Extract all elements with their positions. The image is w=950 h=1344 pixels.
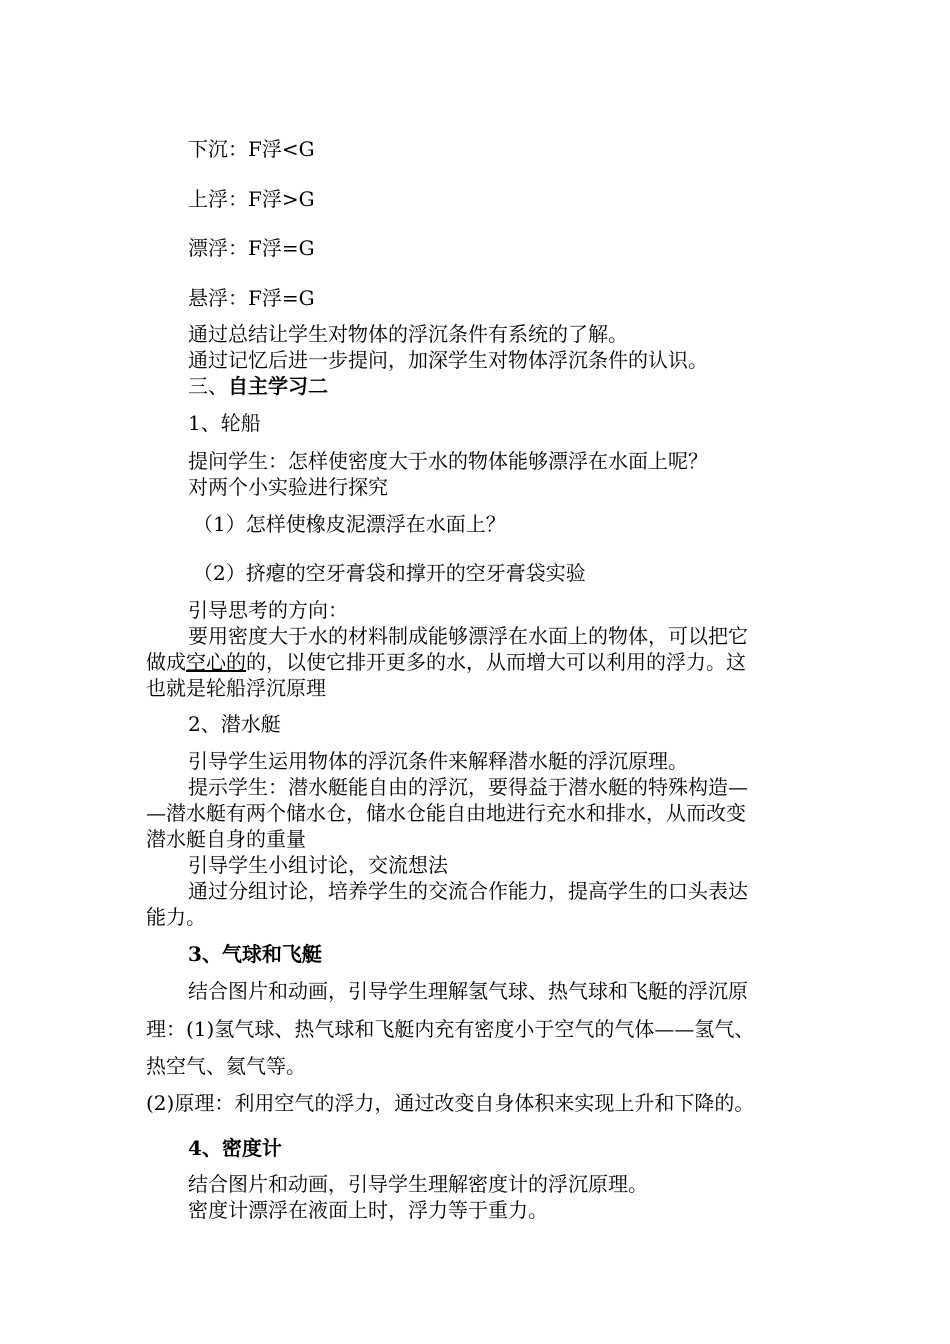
paragraph-line: 对两个小实验进行探究	[188, 475, 388, 499]
section-heading-3	[188, 374, 328, 398]
subheading-hydrometer: 4、密度计	[188, 1136, 282, 1160]
subheading-balloon: 3、气球和飞艇	[188, 942, 322, 966]
paragraph-line: —潜水艇有两个储水仓，储水仓能自由地进行充水和排水，从而改变	[146, 801, 746, 825]
paragraph-line: 引导学生运用物体的浮沉条件来解释潜水艇的浮沉原理。	[188, 749, 688, 773]
paragraph-line: 要用密度大于水的材料制成能够漂浮在水面上的物体，可以把它	[188, 624, 748, 648]
section-number: 三、	[188, 374, 228, 398]
rise-condition: 上浮：F浮>G	[188, 187, 315, 211]
underlined-term: 空心的	[186, 650, 246, 674]
paragraph-line: (2)原理：利用空气的浮力，通过改变自身体积来实现上升和下降的。	[146, 1091, 755, 1115]
paragraph-line: 提示学生：潜水艇能自由的浮沉，要得益于潜水艇的特殊构造—	[188, 775, 748, 799]
subheading-submarine: 2、潜水艇	[188, 712, 281, 736]
paragraph-line: 能力。	[146, 905, 206, 929]
paragraph-line: 引导思考的方向：	[188, 598, 348, 622]
section-title: 自主学习二	[228, 374, 328, 398]
summary-line-1: 通过总结让学生对物体的浮沉条件有系统的了解。	[188, 322, 628, 346]
paragraph-line: 潜水艇自身的重量	[146, 827, 306, 851]
paragraph-line	[146, 650, 746, 674]
paragraph-line: 结合图片和动画，引导学生理解氢气球、热气球和飞艇的浮沉原	[188, 979, 748, 1003]
paragraph-line: 热空气、氦气等。	[146, 1054, 306, 1078]
paragraph-line: 通过分组讨论，培养学生的交流合作能力，提高学生的口头表达	[188, 879, 748, 903]
summary-line-2: 通过记忆后进一步提问，加深学生对物体浮沉条件的认识。	[188, 348, 708, 372]
paragraph-line: 理：(1)氢气球、热气球和飞艇内充有密度小于空气的气体——氢气、	[146, 1017, 755, 1041]
paragraph-line: 密度计漂浮在液面上时，浮力等于重力。	[188, 1198, 548, 1222]
subheading-ship: 1、轮船	[188, 411, 261, 435]
paragraph-line: 提问学生：怎样使密度大于水的物体能够漂浮在水面上呢？	[188, 449, 708, 473]
paragraph-line: 结合图片和动画，引导学生理解密度计的浮沉原理。	[188, 1172, 648, 1196]
float-condition: 漂浮：F浮=G	[188, 236, 315, 260]
experiment-2: （2）挤瘪的空牙膏袋和撑开的空牙膏袋实验	[193, 561, 586, 585]
text-run: 做成	[146, 650, 186, 674]
paragraph-line: 引导学生小组讨论，交流想法	[188, 853, 448, 877]
text-run: 的，以使它排开更多的水，从而增大可以利用的浮力。这	[246, 650, 746, 674]
paragraph-line: 也就是轮船浮沉原理	[146, 676, 326, 700]
suspend-condition: 悬浮：F浮=G	[188, 286, 315, 310]
experiment-1: （1）怎样使橡皮泥漂浮在水面上？	[193, 512, 506, 536]
sink-condition: 下沉：F浮<G	[188, 137, 315, 161]
